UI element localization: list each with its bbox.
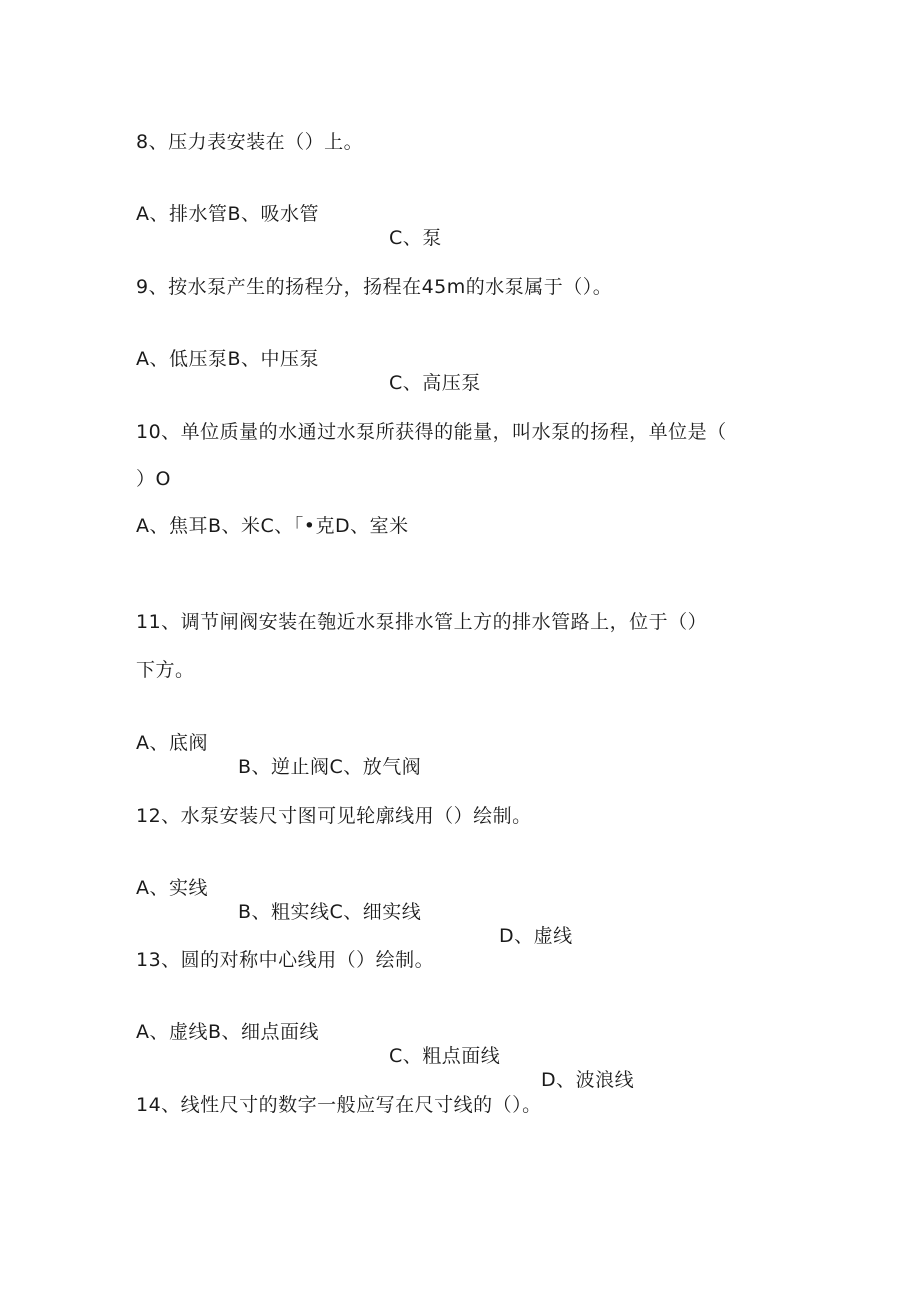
- question-11-stem-cont: 下方。: [136, 659, 195, 681]
- question-12-option-bc: B、粗实线C、细实线: [238, 901, 422, 923]
- question-9-option-ab: A、低压泵B、中压泵: [136, 348, 320, 370]
- question-8-option-c: C、泵: [389, 227, 442, 249]
- question-14-stem: 14、线性尺寸的数字一般应写在尺寸线的（）。: [136, 1094, 542, 1116]
- question-9-stem: 9、按水泵产生的扬程分，扬程在45m的水泵属于（）。: [136, 276, 613, 298]
- question-12-option-a: A、实线: [136, 877, 208, 899]
- question-13-option-d: D、波浪线: [541, 1069, 635, 1091]
- question-11-options: [136, 707, 422, 803]
- question-13-option-c: C、粗点面线: [389, 1045, 501, 1067]
- question-13-option-ab: A、虚线B、细点面线: [136, 1021, 320, 1043]
- question-8-option-ab: A、排水管B、吸水管: [136, 203, 320, 225]
- question-12-stem: 12、水泵安装尺寸图可见轮廓线用（）绘制。: [136, 805, 532, 827]
- question-10-stem: 10、单位质量的水通过水泵所获得的能量，叫水泵的扬程，单位是（: [136, 421, 727, 443]
- question-11-option-bc: B、逆止阀C、放气阀: [238, 756, 422, 778]
- question-8-stem: 8、压力表安装在（）上。: [136, 131, 364, 153]
- question-9-option-c: C、高压泵: [389, 372, 481, 394]
- question-9-options: [136, 323, 481, 419]
- question-10-stem-cont: ）O: [136, 468, 171, 490]
- question-10-options: A、焦耳B、米C、「•克D、室米: [136, 515, 409, 537]
- question-11-stem: 11、调节闸阀安装在匏近水泵排水管上方的排水管路上，位于（）: [136, 611, 708, 633]
- question-8-options: [136, 178, 442, 274]
- question-11-option-a: A、底阀: [136, 732, 208, 754]
- question-12-option-d: D、虚线: [499, 925, 573, 947]
- question-13-stem: 13、圆的对称中心线用（）绘制。: [136, 949, 435, 971]
